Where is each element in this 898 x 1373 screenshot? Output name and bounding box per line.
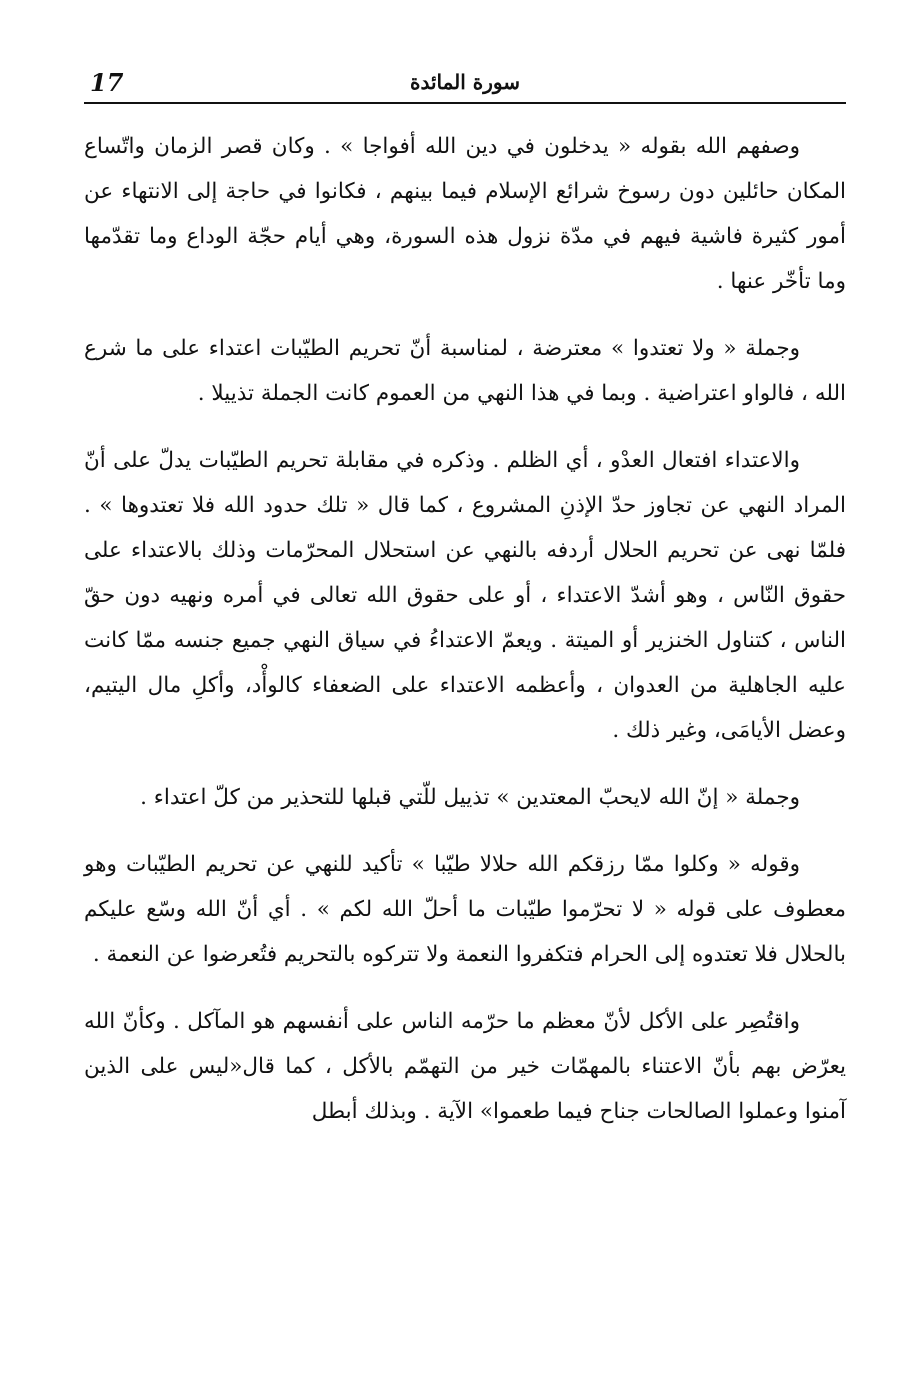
paragraph-4: وجملة « إنّ الله لايحبّ المعتدين » تذييل للّتي قبلها للتحذير من كلّ اعتداء . [140, 785, 800, 810]
body-text [84, 124, 846, 1156]
paragraph-6: واقتُصِر على الأكل لأنّ معظم ما حرّمه الناس على أنفسهم هو المآكل . وكأنّ الله يعرّض بهم بأنّ الاعتناء بالمهمّات خير من التهمّم بالأكل ، كما قال«ليس على الذين آمنوا وعملوا الصالحات جناح فيما طعموا» الآية . وبذلك أبطل [84, 1009, 846, 1124]
paragraph-5: وقوله « وكلوا ممّا رزقكم الله حلالا طيّبا » تأكيد للنهي عن تحريم الطيّبات وهو معطوف على قوله « لا تحرّموا طيّبات ما أحلّ الله لكم » . أي أنّ الله وسّع عليكم بالحلال فلا تعتدوه إلى الحرام فتكفروا النعمة ولا تتركوه بالتحريم فتُعرضوا عن النعمة . [84, 852, 846, 967]
page-header [84, 62, 846, 104]
paragraph-2: وجملة « ولا تعتدوا » معترضة ، لمناسبة أنّ تحريم الطيّبات اعتداء على ما شرع الله ، فالواو اعتراضية . وبما في هذا النهي من العموم كانت الجملة تذييلا . [84, 336, 846, 406]
paragraph-3: والاعتداء افتعال العدْو ، أي الظلم . وذكره في مقابلة تحريم الطيّبات يدلّ على أنّ المراد النهي عن تجاوز حدّ الإذنِ المشروع ، كما قال « تلك حدود الله فلا تعتدوها » . فلمّا نهى عن تحريم الحلال أردفه بالنهي عن استحلال المحرّمات وذلك بالاعتداء على حقوق النّاس ، وهو أشدّ الاعتداء ، أو على حقوق الله تعالى في أمره ونهيه دون حقّ الناس ، كتناول الخنزير أو الميتة . ويعمّ الاعتداءُ في سياق النهي جميع جنسه ممّا كانت عليه الجاهلية من العدوان ، وأعظمه الاعتداء على الضعفاء كالوأْد، وأكلِ مال اليتيم، وعضل الأيامَى، وغير ذلك . [84, 448, 846, 743]
page-number: 17 [90, 68, 124, 97]
paragraph-1: وصفهم الله بقوله « يدخلون في دين الله أفواجا » . وكان قصر الزمان واتّساع المكان حائلين دون رسوخ شرائع الإسلام فيما بينهم ، فكانوا في حاجة إلى الانتهاء عن أمور كثيرة فاشية فيهم في مدّة نزول هذه السورة، وهي أيام حجّة الوداع وما تقدّمها وما تأخّر عنها . [84, 134, 846, 294]
running-title: سورة المائدة [409, 70, 521, 94]
